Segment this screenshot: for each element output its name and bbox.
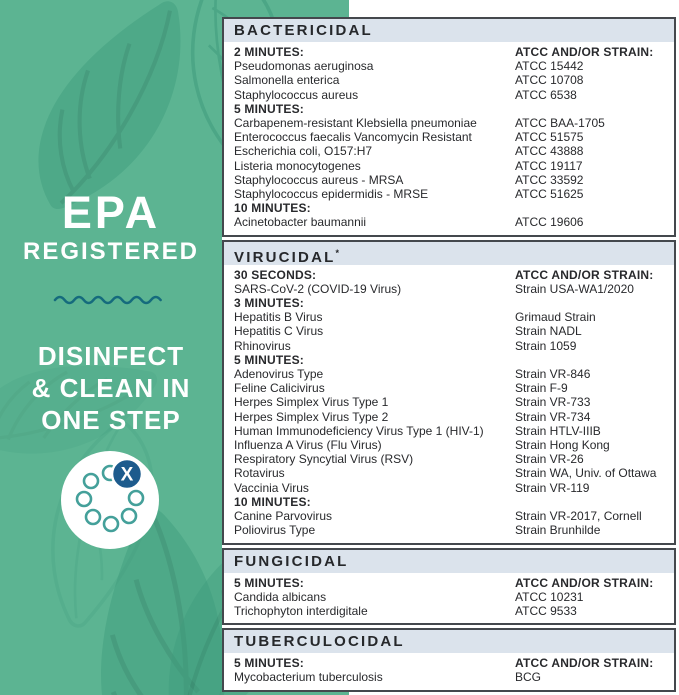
table-row <box>234 353 664 367</box>
table-row <box>234 523 664 537</box>
section-title: VIRUCIDAL* <box>224 242 674 265</box>
section-tuberculocidal <box>222 628 676 691</box>
strain-cell: ATCC AND/OR STRAIN: <box>515 575 654 590</box>
strain-cell <box>515 296 664 310</box>
organism-cell: Listeria monocytogenes <box>234 158 361 173</box>
table-row <box>234 282 664 296</box>
strain-cell: Grimaud Strain <box>515 310 596 325</box>
strain-cell <box>515 353 664 367</box>
strain-cell: Strain F-9 <box>515 381 568 396</box>
strain-cell: Strain 1059 <box>515 338 577 353</box>
wave-divider-icon <box>0 292 222 310</box>
strain-cell: ATCC AND/OR STRAIN: <box>515 656 654 671</box>
organism-cell: Enterococcus faecalis Vancomycin Resistant <box>234 130 472 145</box>
table-row <box>234 576 664 590</box>
section-bactericidal <box>222 17 676 237</box>
table-row <box>234 102 664 116</box>
organism-cell: 5 MINUTES: <box>234 101 305 116</box>
organism-cell: Rotavirus <box>234 466 285 481</box>
strain-cell <box>515 495 664 509</box>
table-row <box>234 144 664 158</box>
organism-cell: Trichophyton interdigitale <box>234 603 368 618</box>
strain-cell: Strain Hong Kong <box>515 438 610 453</box>
table-row <box>234 410 664 424</box>
table-row <box>234 116 664 130</box>
organism-cell: Human Immunodeficiency Virus Type 1 (HIV-1) <box>234 423 484 438</box>
organism-cell: Canine Parvovirus <box>234 509 333 524</box>
table-row <box>234 495 664 509</box>
table-row <box>234 88 664 102</box>
table-row <box>234 59 664 73</box>
tagline-line: & CLEAN IN <box>31 373 191 403</box>
epa-registered-subheading: REGISTERED <box>22 238 200 265</box>
section-title: BACTERICIDAL <box>224 19 674 42</box>
strain-cell: ATCC 33592 <box>515 172 584 187</box>
table-row <box>234 424 664 438</box>
organism-cell: Herpes Simplex Virus Type 2 <box>234 409 389 424</box>
organism-cell: 5 MINUTES: <box>234 656 305 671</box>
strain-cell: ATCC 6538 <box>515 87 577 102</box>
table-row <box>234 395 664 409</box>
table-row <box>234 324 664 338</box>
table-row <box>234 381 664 395</box>
virus-icon <box>61 451 159 549</box>
organism-cell: Herpes Simplex Virus Type 1 <box>234 395 389 410</box>
table-row <box>234 481 664 495</box>
strain-cell: ATCC 51625 <box>515 187 584 202</box>
organism-cell: Staphylococcus aureus <box>234 87 359 102</box>
organism-cell: SARS-CoV-2 (COVID-19 Virus) <box>234 281 402 296</box>
table-row <box>234 187 664 201</box>
strain-cell: Strain VR-733 <box>515 395 591 410</box>
strain-cell: ATCC AND/OR STRAIN: <box>515 267 654 282</box>
table-row <box>234 73 664 87</box>
table-row <box>234 215 664 229</box>
organism-cell: Hepatitis C Virus <box>234 324 324 339</box>
sections <box>222 17 676 692</box>
organism-cell: 30 SECONDS: <box>234 267 317 282</box>
organism-cell: Vaccinia Virus <box>234 480 309 495</box>
table-row <box>234 296 664 310</box>
organism-cell: Feline Calicivirus <box>234 381 325 396</box>
strain-cell <box>515 102 664 116</box>
table-row <box>234 656 664 670</box>
badge-x-letter: X <box>120 464 134 486</box>
organism-cell: Acinetobacter baumannii <box>234 215 367 230</box>
section-virucidal <box>222 240 676 545</box>
strain-cell <box>515 201 664 215</box>
strain-cell: ATCC 19606 <box>515 215 584 230</box>
table-row <box>234 310 664 324</box>
organism-cell: Respiratory Syncytial Virus (RSV) <box>234 452 414 467</box>
organism-cell: Hepatitis B Virus <box>234 310 323 325</box>
table-row <box>234 201 664 215</box>
strain-cell: ATCC 10231 <box>515 589 584 604</box>
table-row <box>234 590 664 604</box>
table-row <box>234 367 664 381</box>
tagline-line: ONE STEP <box>41 405 181 435</box>
strain-cell: ATCC 9533 <box>515 603 577 618</box>
strain-cell: ATCC 15442 <box>515 59 584 74</box>
epa-heading: EPA <box>61 187 161 238</box>
strain-cell: ATCC BAA-1705 <box>515 116 605 131</box>
organism-cell: 10 MINUTES: <box>234 201 311 216</box>
strain-cell: Strain VR-119 <box>515 480 590 495</box>
organism-cell: Mycobacterium tuberculosis <box>234 670 383 685</box>
strain-cell: ATCC 19117 <box>515 158 583 173</box>
organism-cell: Carbapenem-resistant Klebsiella pneumoniae <box>234 116 477 131</box>
table-row <box>234 670 664 684</box>
table-row <box>234 509 664 523</box>
tagline-line: DISINFECT <box>37 341 185 371</box>
section-title: FUNGICIDAL <box>224 550 674 573</box>
organism-cell: 5 MINUTES: <box>234 352 305 367</box>
table-row <box>234 45 664 59</box>
strain-cell: Strain VR-2017, Cornell <box>515 509 642 524</box>
strain-cell: Strain USA-WA1/2020 <box>515 281 634 296</box>
organism-cell: 2 MINUTES: <box>234 45 305 59</box>
strain-cell: Strain Brunhilde <box>515 523 601 538</box>
organism-cell: Influenza A Virus (Flu Virus) <box>234 438 382 453</box>
strain-cell: ATCC 43888 <box>515 144 584 159</box>
organism-cell: Staphylococcus aureus - MRSA <box>234 172 404 187</box>
section-fungicidal <box>222 548 676 626</box>
no-virus-badge-icon <box>112 459 142 489</box>
tagline <box>0 340 222 436</box>
table-row <box>234 173 664 187</box>
section-rows <box>224 573 674 624</box>
strain-cell: Strain VR-26 <box>515 452 584 467</box>
table-row <box>234 466 664 480</box>
table-row <box>234 604 664 618</box>
organism-cell: Escherichia coli, O157:H7 <box>234 144 373 159</box>
section-title: TUBERCULOCIDAL <box>224 630 674 653</box>
strain-cell: ATCC 10708 <box>515 73 584 88</box>
organism-cell: 3 MINUTES: <box>234 296 305 311</box>
organism-cell: Adenovirus Type <box>234 367 324 382</box>
strain-cell: Strain VR-846 <box>515 367 591 382</box>
section-rows <box>224 265 674 543</box>
strain-cell: Strain WA, Univ. of Ottawa <box>515 466 657 481</box>
table-row <box>234 130 664 144</box>
strain-cell: Strain NADL <box>515 324 582 339</box>
strain-cell: ATCC 51575 <box>515 130 584 145</box>
organism-cell: Rhinovirus <box>234 338 291 353</box>
organism-cell: Staphylococcus epidermidis - MRSE <box>234 187 429 202</box>
strain-cell: ATCC AND/OR STRAIN: <box>515 45 654 59</box>
organism-cell: 5 MINUTES: <box>234 575 305 590</box>
table-row <box>234 268 664 282</box>
organism-cell: Pseudomonas aeruginosa <box>234 59 374 74</box>
organism-cell: 10 MINUTES: <box>234 494 311 509</box>
strain-cell: Strain VR-734 <box>515 409 591 424</box>
organism-cell: Candida albicans <box>234 589 327 604</box>
organism-cell: Salmonella enterica <box>234 73 340 88</box>
strain-cell: Strain HTLV-IIIB <box>515 423 601 438</box>
table-row <box>234 339 664 353</box>
section-rows <box>224 42 674 235</box>
section-rows <box>224 653 674 689</box>
table-row <box>234 159 664 173</box>
organism-cell: Poliovirus Type <box>234 523 316 538</box>
strain-cell: BCG <box>515 670 542 685</box>
table-row <box>234 452 664 466</box>
table-row <box>234 438 664 452</box>
